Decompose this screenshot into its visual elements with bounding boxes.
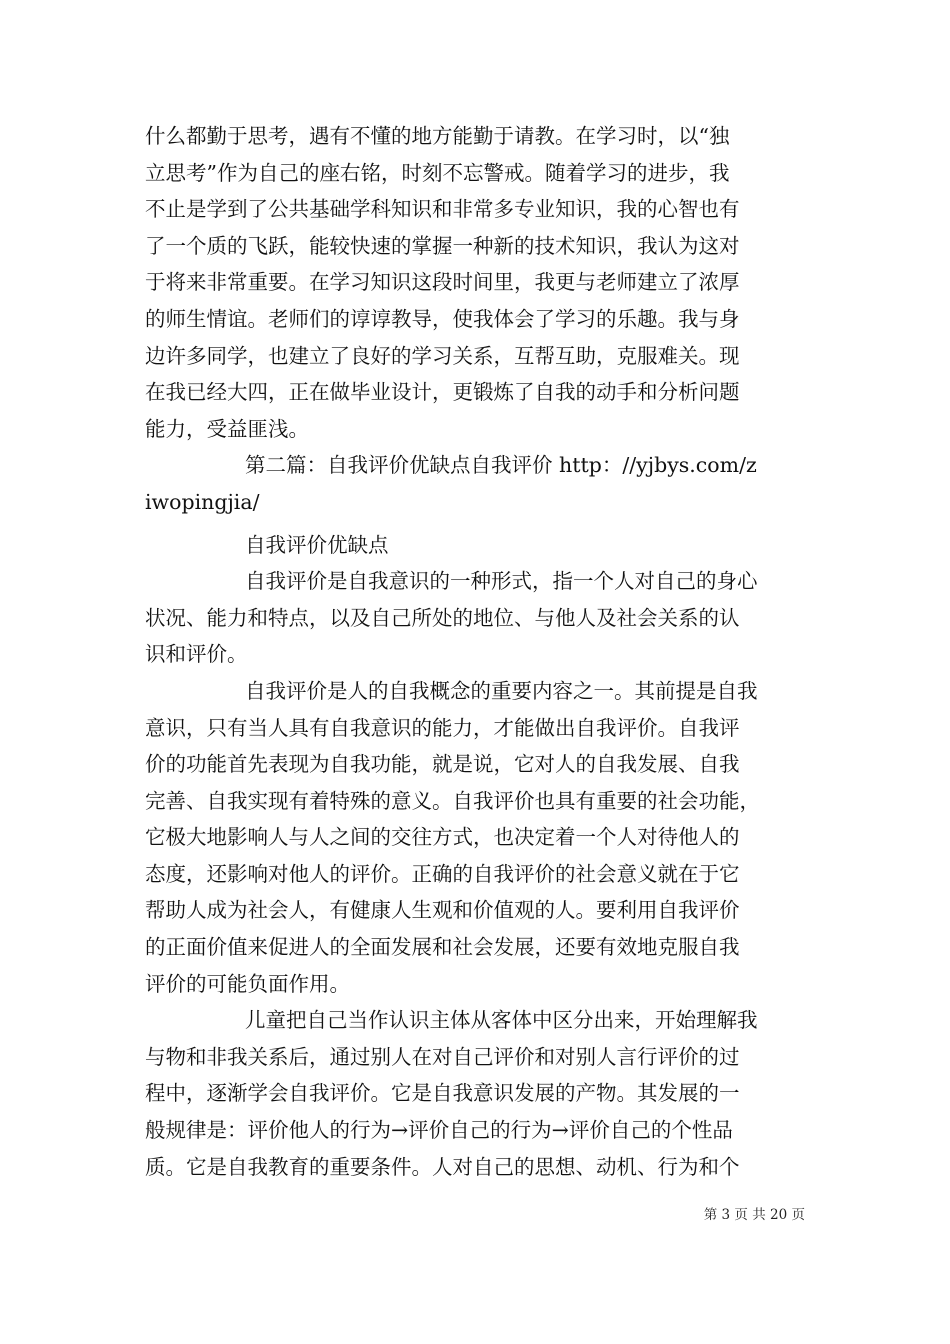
text-line: 它极大地影响人与人之间的交往方式，也决定着一个人对待他人的	[145, 825, 740, 850]
text-line: 识和评价。	[145, 642, 248, 667]
text-line: 评价的可能负面作用。	[145, 971, 350, 996]
text-line: 了一个质的飞跃，能较快速的掌握一种新的技术知识，我认为这对	[145, 233, 740, 258]
paragraph-development	[145, 1002, 810, 1185]
text-line: 完善、自我实现有着特殊的意义。自我评价也具有重要的社会功能，	[145, 788, 760, 813]
text-line: 立思考”作为自己的座右铭，时刻不忘警戒。随着学习的进步，我	[145, 160, 730, 185]
text-line: 般规律是：评价他人的行为→评价自己的行为→评价自己的个性品	[145, 1118, 733, 1143]
text-line: 态度，还影响对他人的评价。正确的自我评价的社会意义就在于它	[145, 861, 740, 886]
section-heading	[145, 447, 810, 520]
text-line: 自我评价是人的自我概念的重要内容之一。其前提是自我	[245, 678, 758, 703]
text-line: 在我已经大四，正在做毕业设计，更锻炼了自我的动手和分析问题	[145, 380, 740, 405]
text-line: 与物和非我关系后，通过别人在对自己评价和对别人言行评价的过	[145, 1044, 740, 1069]
text-line: 帮助人成为社会人，有健康人生观和价值观的人。要利用自我评价	[145, 898, 740, 923]
text-line: 价的功能首先表现为自我功能，就是说，它对人的自我发展、自我	[145, 752, 740, 777]
subheading: 自我评价优缺点	[245, 532, 389, 557]
paragraph-continuation	[145, 118, 810, 447]
section-heading-line: iwopingjia/	[145, 489, 260, 514]
paragraph-definition	[145, 563, 810, 673]
text-line: 的师生情谊。老师们的谆谆教导，使我体会了学习的乐趣。我与身	[145, 306, 740, 331]
text-line: 的正面价值来促进人的全面发展和社会发展，还要有效地克服自我	[145, 935, 740, 960]
section-heading-line: 第二篇：自我评价优缺点自我评价 http：//yjbys.com/z	[245, 453, 757, 478]
text-line: 什么都勤于思考，遇有不懂的地方能勤于请教。在学习时，以“独	[145, 124, 730, 148]
text-line: 质。它是自我教育的重要条件。人对自己的思想、动机、行为和个	[145, 1154, 740, 1179]
text-line: 自我评价是自我意识的一种形式，指一个人对自己的身心	[245, 569, 758, 594]
text-line: 于将来非常重要。在学习知识这段时间里，我更与老师建立了浓厚	[145, 270, 740, 295]
text-line: 儿童把自己当作认识主体从客体中区分出来，开始理解我	[245, 1008, 758, 1033]
text-line: 状况、能力和特点，以及自己所处的地位、与他人及社会关系的认	[145, 605, 740, 630]
page-number-footer: 第 3 页 共 20 页	[703, 1207, 805, 1223]
text-line: 程中，逐渐学会自我评价。它是自我意识发展的产物。其发展的一	[145, 1081, 740, 1106]
text-line: 意识，只有当人具有自我意识的能力，才能做出自我评价。自我评	[145, 715, 740, 740]
paragraph-function	[145, 673, 810, 1002]
text-line: 能力，受益匪浅。	[145, 416, 309, 441]
text-line: 不止是学到了公共基础学科知识和非常多专业知识，我的心智也有	[145, 197, 740, 222]
document-body	[145, 118, 810, 1185]
text-line: 边许多同学，也建立了良好的学习关系，互帮互助，克服难关。现	[145, 343, 740, 368]
